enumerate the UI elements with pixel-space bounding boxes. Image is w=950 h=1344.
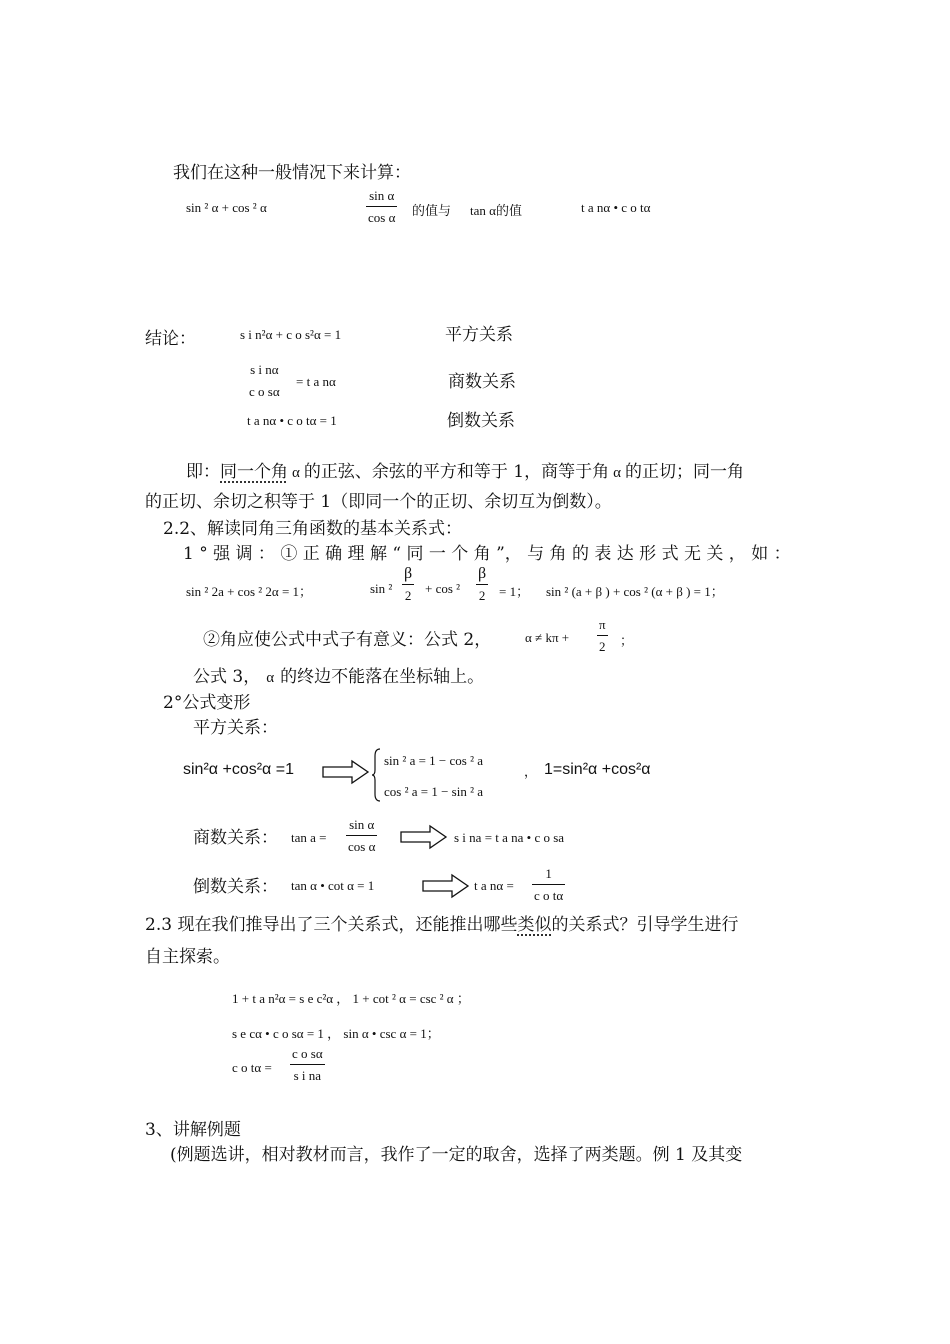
reciprocal-lhs: tan α • cot α = 1 — [291, 878, 375, 893]
section-2-3-line-1 — [145, 910, 738, 935]
formula-reciprocal-relation: t a nα • c o tα = 1 — [247, 413, 337, 428]
fraction-numerator: β — [478, 565, 487, 582]
extended-formula-cot-fraction — [290, 1046, 325, 1083]
intro-text-de-zhi-yu: 的值与 — [412, 203, 452, 218]
condition-formula-2: ②角应使公式中式子有意义：公式 2， — [203, 630, 492, 650]
text-guide-students: 的关系式？引导学生进行 — [551, 915, 739, 935]
condition-semicolon: ； — [620, 633, 634, 648]
reciprocal-fraction — [532, 866, 565, 903]
fraction-numerator: β — [404, 565, 413, 582]
condition-formula-3 — [193, 662, 484, 687]
quotient-relation-label: 商数关系： — [193, 828, 278, 848]
fraction-numerator: sin α — [349, 817, 375, 832]
fraction-numerator: s i nα — [250, 362, 279, 377]
fraction-denominator: c o tα — [534, 888, 564, 903]
text-ji: 即： — [186, 462, 220, 482]
extended-formula-cot-lhs: c o tα = — [232, 1060, 272, 1075]
intro-tan-cot: t a nα • c o tα — [581, 200, 651, 215]
paragraph-line-1 — [186, 457, 744, 482]
fraction-bar — [532, 884, 565, 885]
conclusion-label: 结论： — [145, 329, 196, 349]
alpha-symbol: α — [292, 465, 300, 481]
quotient-lhs: tan a = — [291, 830, 327, 845]
square-relation-rhs: 1=sin²α +cos²α — [544, 761, 651, 778]
implies-arrow-icon — [322, 760, 370, 784]
fraction-beta-over-2 — [476, 566, 488, 603]
text-derivation: 2.3 现在我们推导出了三个关系式，还能推出哪些 — [145, 915, 518, 935]
formula-square-relation: s i n²α + c o s²α = 1 — [240, 327, 342, 342]
fraction-denominator: 2 — [599, 639, 606, 654]
square-relation-row-1: sin ² a = 1 − cos ² a — [384, 753, 483, 768]
quotient-rhs: s i na = t a na • c o sa — [454, 830, 565, 845]
formula-quotient-fraction — [247, 362, 282, 399]
fraction-bar — [290, 1064, 325, 1065]
condition-alpha-neq: α ≠ kπ + — [525, 630, 570, 645]
paragraph-line-2: 的正切、余切之积等于 1（即同一个的正切、余切互为倒数）。 — [145, 492, 612, 512]
fraction-pi-over-2 — [597, 617, 608, 654]
section-2-2-title: 2.2、解读同角三角函数的基本关系式： — [163, 519, 463, 539]
section-3-title: 3、讲解例题 — [145, 1120, 241, 1140]
fraction-numerator: 1 — [545, 866, 552, 881]
fraction-numerator: sin α — [369, 188, 395, 203]
fraction-numerator: c o sα — [292, 1046, 323, 1061]
name-reciprocal-relation: 倒数关系 — [447, 411, 515, 431]
reciprocal-relation-label: 倒数关系： — [193, 877, 278, 897]
fraction-bar — [366, 206, 397, 207]
reciprocal-rhs: t a nα = — [474, 878, 514, 893]
fraction-denominator: c o sα — [249, 384, 280, 399]
example-beta-part1: sin ² — [370, 581, 393, 596]
name-quotient-relation: 商数关系 — [448, 372, 516, 392]
formula-variation-title: 2°公式变形 — [163, 693, 251, 713]
fraction-bar — [346, 835, 377, 836]
fraction-denominator: cos α — [368, 210, 396, 225]
example-beta-part3: = 1； — [499, 584, 530, 599]
section-3-paragraph: (例题选讲，相对教材而言，我作了一定的取舍，选择了两类题。例 1 及其变 — [170, 1145, 743, 1165]
text-similar-emphasis: 类似 — [517, 915, 552, 935]
square-relation-label: 平方关系： — [193, 718, 278, 738]
fraction-denominator: s i na — [293, 1068, 322, 1083]
extended-formula-sec-csc: 1 + t a n²α = s e c²α ， 1 + cot ² α = csc ² α ； — [232, 991, 470, 1006]
fraction-bar — [247, 380, 282, 381]
alpha-symbol: α — [266, 670, 275, 686]
fraction-bar — [402, 584, 414, 585]
text-tangent: 的正切；同一角 — [624, 462, 744, 482]
text-terminal-side: 的终边不能落在坐标轴上。 — [280, 667, 485, 687]
intro-tan-value: tan α的值 — [470, 203, 522, 218]
section-2-2-emphasis-line: 1 ° 强 调 ： ① 正 确 理 解 “ 同 一 个 角 ”， 与 角 的 表 达 形 式 无 关 ， 如 ： — [183, 544, 791, 564]
left-brace-icon — [372, 748, 382, 802]
square-relation-comma: ， — [524, 764, 538, 779]
example-beta-part2: + cos ² — [425, 581, 461, 596]
intro-expr-sum-squares: sin ² α + cos ² α — [186, 200, 267, 215]
intro-line: 我们在这种一般情况下来计算： — [173, 163, 411, 183]
text-same-angle-emphasis: 同一个角 — [220, 462, 288, 482]
square-relation-row-2: cos ² a = 1 − sin ² a — [384, 784, 483, 799]
square-relation-lhs: sin²α +cos²α =1 — [183, 761, 294, 778]
section-2-3-line-2: 自主探索。 — [145, 947, 230, 967]
fraction-bar — [476, 584, 488, 585]
implies-arrow-icon — [400, 825, 448, 849]
quotient-fraction — [346, 817, 377, 854]
name-square-relation: 平方关系 — [445, 325, 513, 345]
alpha-symbol: α — [613, 465, 621, 481]
text-formula-3: 公式 3， — [193, 667, 261, 687]
fraction-beta-over-2 — [402, 566, 414, 603]
fraction-denominator: cos α — [348, 839, 376, 854]
fraction-bar — [597, 635, 608, 636]
fraction-denominator: 2 — [404, 588, 412, 603]
formula-quotient-rhs: = t a nα — [296, 374, 336, 389]
example-sin2a: sin ² 2a + cos ² 2α = 1； — [186, 584, 313, 599]
intro-fraction-sin-cos — [366, 188, 397, 225]
extended-formula-reciprocal: s e cα • c o sα = 1 ， sin α • csc α = 1； — [232, 1026, 440, 1041]
example-alpha-plus-beta: sin ² (a + β ) + cos ² (α + β ) = 1； — [546, 584, 724, 599]
text-sine-cosine-sum: 的正弦、余弦的平方和等于 1，商等于角 — [303, 462, 610, 482]
fraction-numerator: π — [599, 617, 606, 632]
fraction-denominator: 2 — [478, 588, 486, 603]
implies-arrow-icon — [422, 874, 470, 898]
